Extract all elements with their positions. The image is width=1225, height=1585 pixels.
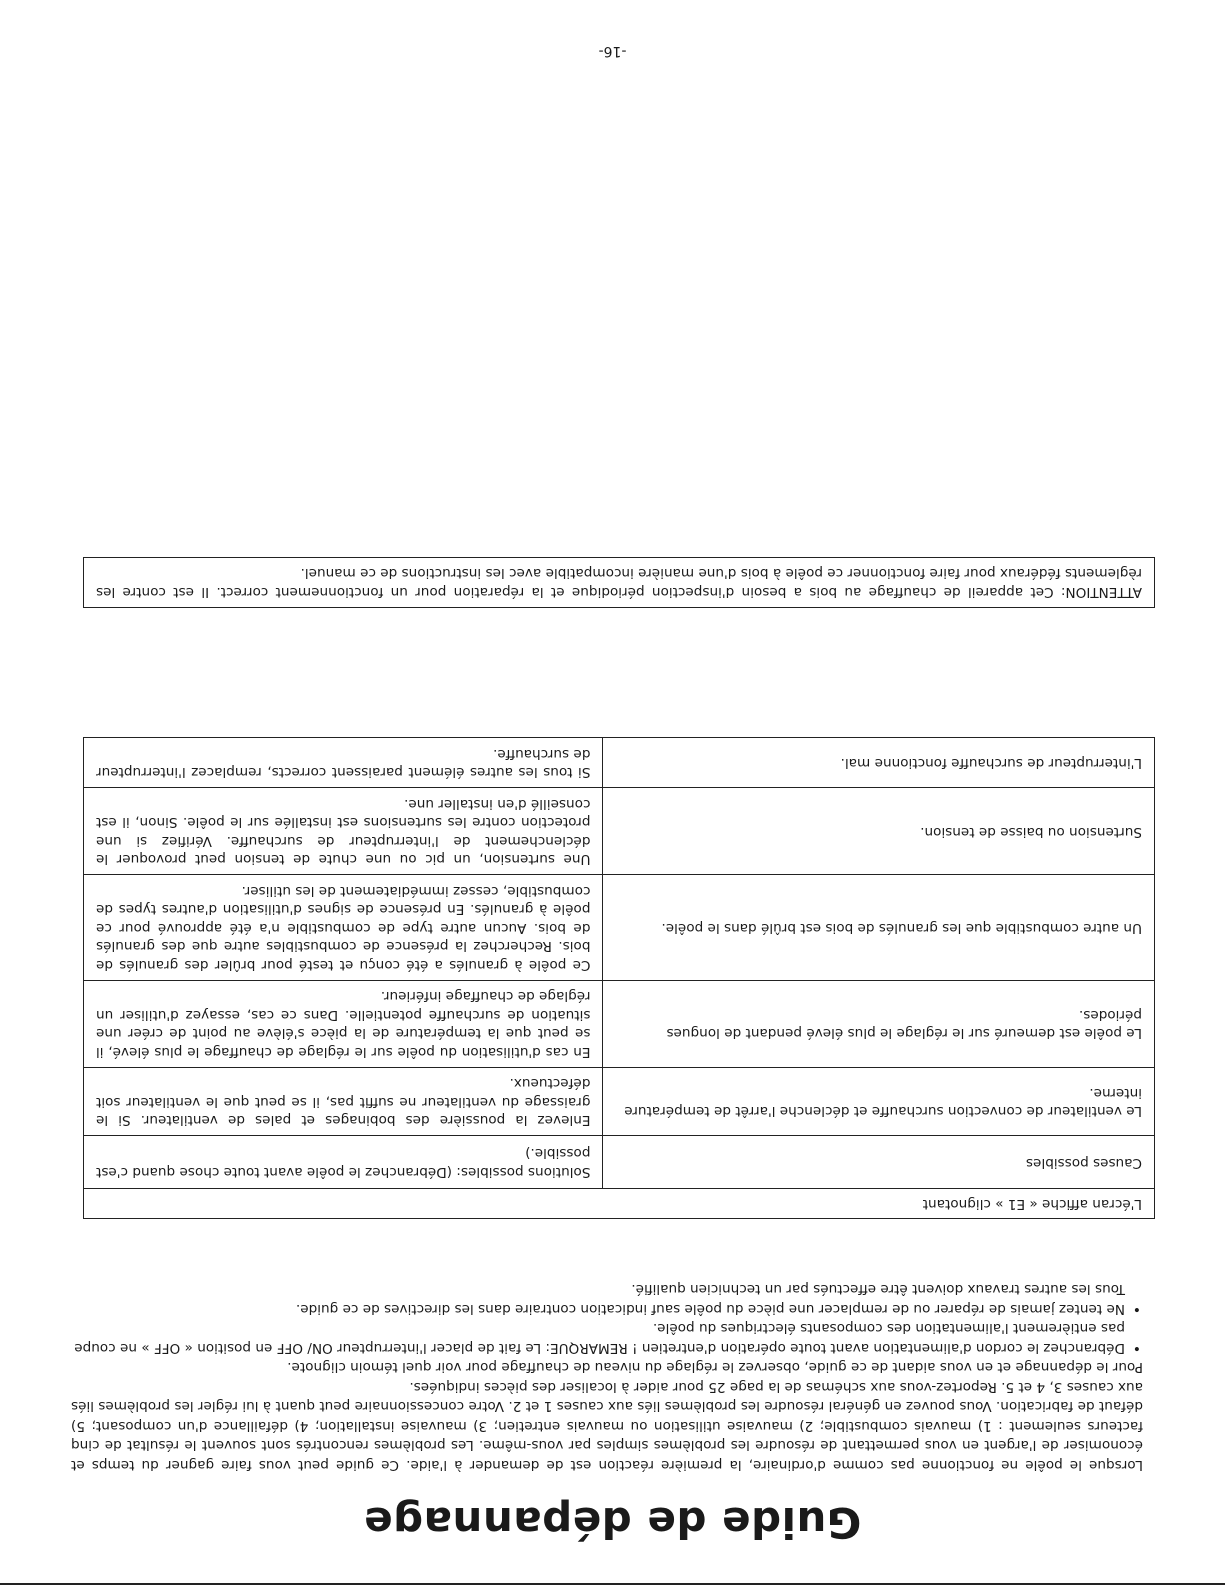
intro-paragraph: Lorsque le poêle ne fonctionne pas comme d'ordinaire, la première réaction est de demander à l'aide. Ce guide peut vous faire gagner du temps et économiser de l'argent en vous permettant de résoudre les problèmes simples par vous-même. Les problèmes rencontrés sont souvent le résultat de cinq facteurs seulement : 1) mauvais combustible; 2) mauvaise utilisation ou mauvais entretien; 3) mauvaise installation; 4) défaillance d'un composant; 5) défaut de fabrication. Vous pouvez en général résoudre les problèmes liés aux causes 1 et 2. Votre concessionnaire peut quant à lui régler les problèmes liés aux causes 3, 4 et 5. Reportez-vous aux schémas de la page 25 pour aider à localiser des pièces indiquées.: [71, 1379, 1143, 1473]
table-row: [84, 875, 1155, 981]
solution-cell: Enlevez la poussière des bobinages et pales de ventilateur. Si le graissage du ventilateur ne suffit pas, il se peut que le ventilateur soit défectueux.: [84, 1068, 603, 1137]
solution-cell: Une surtension, un pic ou une chute de tension peut provoquer le déclenchement de l'interrupteur de surchauffe. Vérifiez si une protection contre les surtensions est installée sur le poêle. Sinon, il est conseillé d'en installer une.: [84, 788, 603, 875]
table-banner-row: [84, 1189, 1155, 1219]
bullet-tail-text: Tous les autres travaux doivent être effectués par un technicien qualifié.: [631, 1281, 1125, 1298]
table-banner: L'écran affiche « E1 » clignotant: [84, 1189, 1155, 1219]
troubleshooting-table: [83, 738, 1155, 1220]
cause-cell: L'interrupteur de surchauffe fonctionne mal.: [603, 738, 1155, 788]
bullet-icon: •: [1132, 1301, 1141, 1317]
table-row: [84, 981, 1155, 1068]
safety-bullet-list: [71, 1299, 1143, 1358]
cause-cell: Le poêle est demeuré sur le réglage le plus élevé pendant de longues périodes.: [603, 981, 1155, 1068]
intro-section: [71, 1279, 1143, 1474]
bullet-text: Débranchez le cordon d'alimentation avant toute opération d'entretien ! REMARQUE: Le fait de placer l'interrupteur ON/ OFF en position « OFF » ne coupe pas entièrement l'alimentation des composants électriques du poêle.: [74, 1320, 1125, 1356]
header-causes: Causes possibles: [603, 1136, 1155, 1189]
intro-paragraph-2: Pour le dépannage et en vous aidant de ce guide, observez le réglage du niveau de chauffage pour voir quel témoin clignote.: [287, 1359, 1143, 1376]
cause-cell: Surtension ou baisse de tension.: [603, 788, 1155, 875]
attention-notice: ATTENTION: Cet appareil de chauffage au bois a besoin d'inspection périodique et la réparation pour un fonctionnement correct. Il est contre les règlements fédéraux pour faire fonctionner ce poêle à bois d'une manière incompatible avec les instructions de ce manuel.: [83, 557, 1155, 608]
page-title: Guide de dépannage: [363, 1498, 862, 1547]
solution-cell: En cas d'utilisation du poêle sur le réglage de chauffage le plus élevé, il se peut que la température de la pièce s'élève au point de créer une situation de surchauffe potentielle. Dans ce cas, essayez d'utiliser un réglage de chauffage inférieur.: [84, 981, 603, 1068]
table-row: [84, 738, 1155, 788]
bullet-icon: •: [1132, 1340, 1141, 1356]
table-row: [84, 1068, 1155, 1137]
table-header-row: [84, 1136, 1155, 1189]
bullet-text: Ne tentez jamais de réparer ou de remplacer une pièce du poêle sauf indication contraire dans les directives de ce guide.: [295, 1301, 1125, 1317]
page-number: -16-: [598, 43, 627, 59]
bullet-item: [71, 1299, 1143, 1319]
solution-cell: Si tous les autres élément paraissent corrects, remplacez l'interrupteur de surchauffe.: [84, 738, 603, 788]
cause-cell: Le ventilateur de convection surchauffe et déclenche l'arrêt de température interne.: [603, 1068, 1155, 1137]
cause-cell: Un autre combustible que les granulés de bois est brûlé dans le poêle.: [603, 875, 1155, 981]
header-solutions: Solutions possibles: (Débranchez le poêle avant toute chose quand c'est possible.): [84, 1136, 603, 1189]
table-row: [84, 788, 1155, 875]
solution-cell: Ce poêle à granulés a été conçu et testé pour brûler des granulés de bois. Recherchez la présence de combustibles autre que des granulés de bois. Aucun autre type de combustible n'a été approuvé pour ce poêle à granulés. En présence de signes d'utilisation d'autres types de combustible, cessez immédiatement de les utiliser.: [84, 875, 603, 981]
bullet-item: [71, 1318, 1143, 1357]
